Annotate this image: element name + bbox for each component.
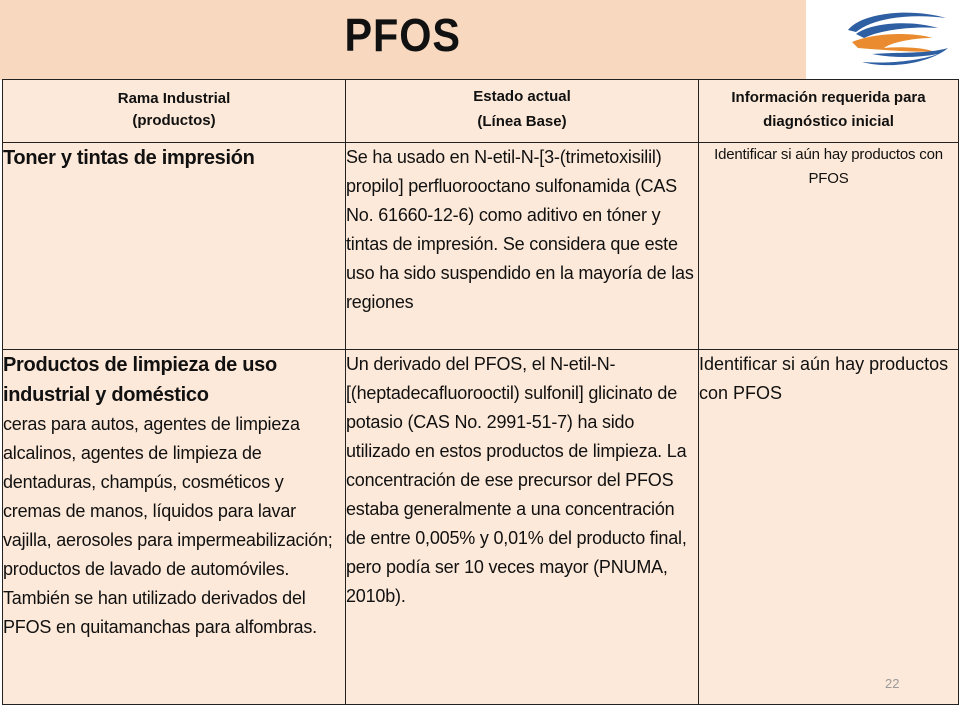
info-cell [699, 143, 959, 350]
page-number: 22 [885, 676, 900, 691]
header-informacion-requerida [699, 80, 959, 143]
header-line: (Línea Base) [477, 113, 567, 130]
header-estado-actual [346, 80, 699, 143]
header-line: Rama Industrial [117, 90, 231, 107]
table-row [3, 350, 959, 705]
estado-text: Un derivado del PFOS, el N-etil-N-[(heptadecafluorooctil) sulfonil] glicinato de potasio (CAS No. 2991-51-7) ha sido utilizado en estos productos de limpieza. La concentración de ese precursor del PFOS estaba generalmente a una concentración de entre 0,005% y 0,01% del producto final, pero podía ser 10 veces mayor (PNUMA, 2010b). [346, 354, 687, 606]
logo-area [806, 0, 960, 80]
header-line: Información requerida para [731, 89, 926, 106]
info-cell [699, 350, 959, 705]
header-line: Estado actual [473, 88, 571, 105]
header-line: diagnóstico inicial [763, 113, 894, 130]
info-text: Identificar si aún hay productos con PFOS [699, 354, 949, 403]
sector-title: Toner y tintas de impresión [3, 147, 255, 169]
header-line: (productos) [132, 112, 216, 129]
swoosh-logo-icon [842, 8, 954, 70]
slide-title: PFOS [344, 9, 461, 61]
sector-cell [3, 350, 346, 705]
sector-detail: ceras para autos, agentes de limpieza alcalinos, agentes de limpieza de dentaduras, champús, cosméticos y cremas de manos, líquidos para lavar vajilla, aerosoles para impermeabilización; productos de lavado de automóviles. También se han utilizado derivados del PFOS en quitamanchas para alfombras. [3, 414, 333, 637]
info-text: Identificar si aún hay productos con PFOS [714, 146, 943, 187]
header-rama-industrial [3, 80, 346, 143]
table-header-row [3, 80, 959, 143]
sector-title: Productos de limpieza de uso industrial y doméstico [3, 354, 277, 406]
estado-cell [346, 143, 699, 350]
sector-cell [3, 143, 346, 350]
estado-cell [346, 350, 699, 705]
table-row [3, 143, 959, 350]
estado-text: Se ha usado en N-etil-N-[3-(trimetoxisilil) propilo] perfluorooctano sulfonamida (CAS No. 61660-12-6) como aditivo en tóner y tintas de impresión. Se considera que este uso ha sido suspendido en la mayoría de las regiones [346, 147, 694, 312]
pfos-table [2, 79, 959, 705]
